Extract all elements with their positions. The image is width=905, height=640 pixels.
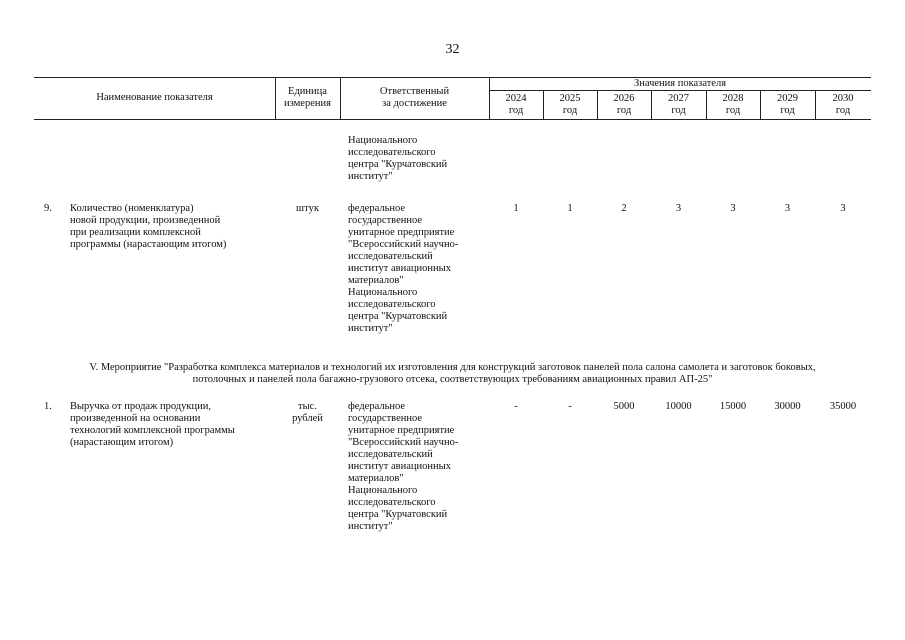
value-2026: 2 xyxy=(621,203,627,214)
row-number: 9. xyxy=(44,203,52,214)
header-indicator-name: Наименование показателя xyxy=(96,92,213,103)
responsible-text: федеральное государственное унитарное предприятие "Всероссийский научно- исследовательский институт авиационных материалов" Национального исследовательского центра "Курчатовский институт" xyxy=(348,401,459,532)
header-bottom-rule xyxy=(34,119,871,120)
value-2027: 3 xyxy=(675,203,682,214)
page-number: 32 xyxy=(445,42,460,57)
value-2027: 10000 xyxy=(665,401,692,412)
value-2028: 3 xyxy=(730,203,736,214)
value-2024: 1 xyxy=(513,203,519,214)
value-2025: 1 xyxy=(567,203,573,214)
unit-value: штук xyxy=(296,203,319,214)
years-rule xyxy=(489,90,871,91)
value-2024: - xyxy=(514,401,518,412)
value-2029: 30000 xyxy=(774,401,801,412)
value-2026: 5000 xyxy=(613,401,635,412)
header-unit: Единица измерения xyxy=(284,86,331,109)
header-year: 2028 год xyxy=(722,93,744,116)
header-year: 2030 год xyxy=(832,93,854,116)
indicator-name: Выручка от продаж продукции, произведенной на основании технологий комплексной программы (нарастающим итогом) xyxy=(70,401,235,448)
responsible-text: федеральное государственное унитарное предприятие "Всероссийский научно- исследовательский институт авиационных материалов" Национального исследовательского центра "Курчатовский институт" xyxy=(348,203,459,334)
header-responsible: Ответственный за достижение xyxy=(379,86,450,109)
section-title: V. Мероприятие "Разработка комплекса материалов и технологий их изготовления для конструкций заготовок панелей пола салона самолета и заготовок боковых, потолочных и панелей пола багажно-грузового отсека, соответствующих требованиям авиационных правил АП-25" xyxy=(89,362,816,385)
value-2028: 15000 xyxy=(719,401,747,412)
header-year: 2026 год xyxy=(613,93,635,116)
continuation-responsible: Национального исследовательского центра "Курчатовский институт" xyxy=(348,135,448,182)
value-2025: - xyxy=(568,401,572,412)
value-2030: 3 xyxy=(840,203,846,214)
unit-value: тыс. рублей xyxy=(292,401,323,424)
header-values-title: Значения показателя xyxy=(633,78,727,89)
row-number: 1. xyxy=(44,401,52,412)
header-year: 2024 год xyxy=(505,93,527,116)
value-2030: 35000 xyxy=(829,401,857,412)
indicator-name: Количество (номенклатура) новой продукции, произведенной при реализации комплексной программы (нарастающим итогом) xyxy=(70,203,227,250)
value-2029: 3 xyxy=(784,203,791,214)
header-year: 2025 год xyxy=(559,93,581,116)
header-year: 2029 год xyxy=(777,93,798,116)
header-year: 2027 год xyxy=(668,93,689,116)
